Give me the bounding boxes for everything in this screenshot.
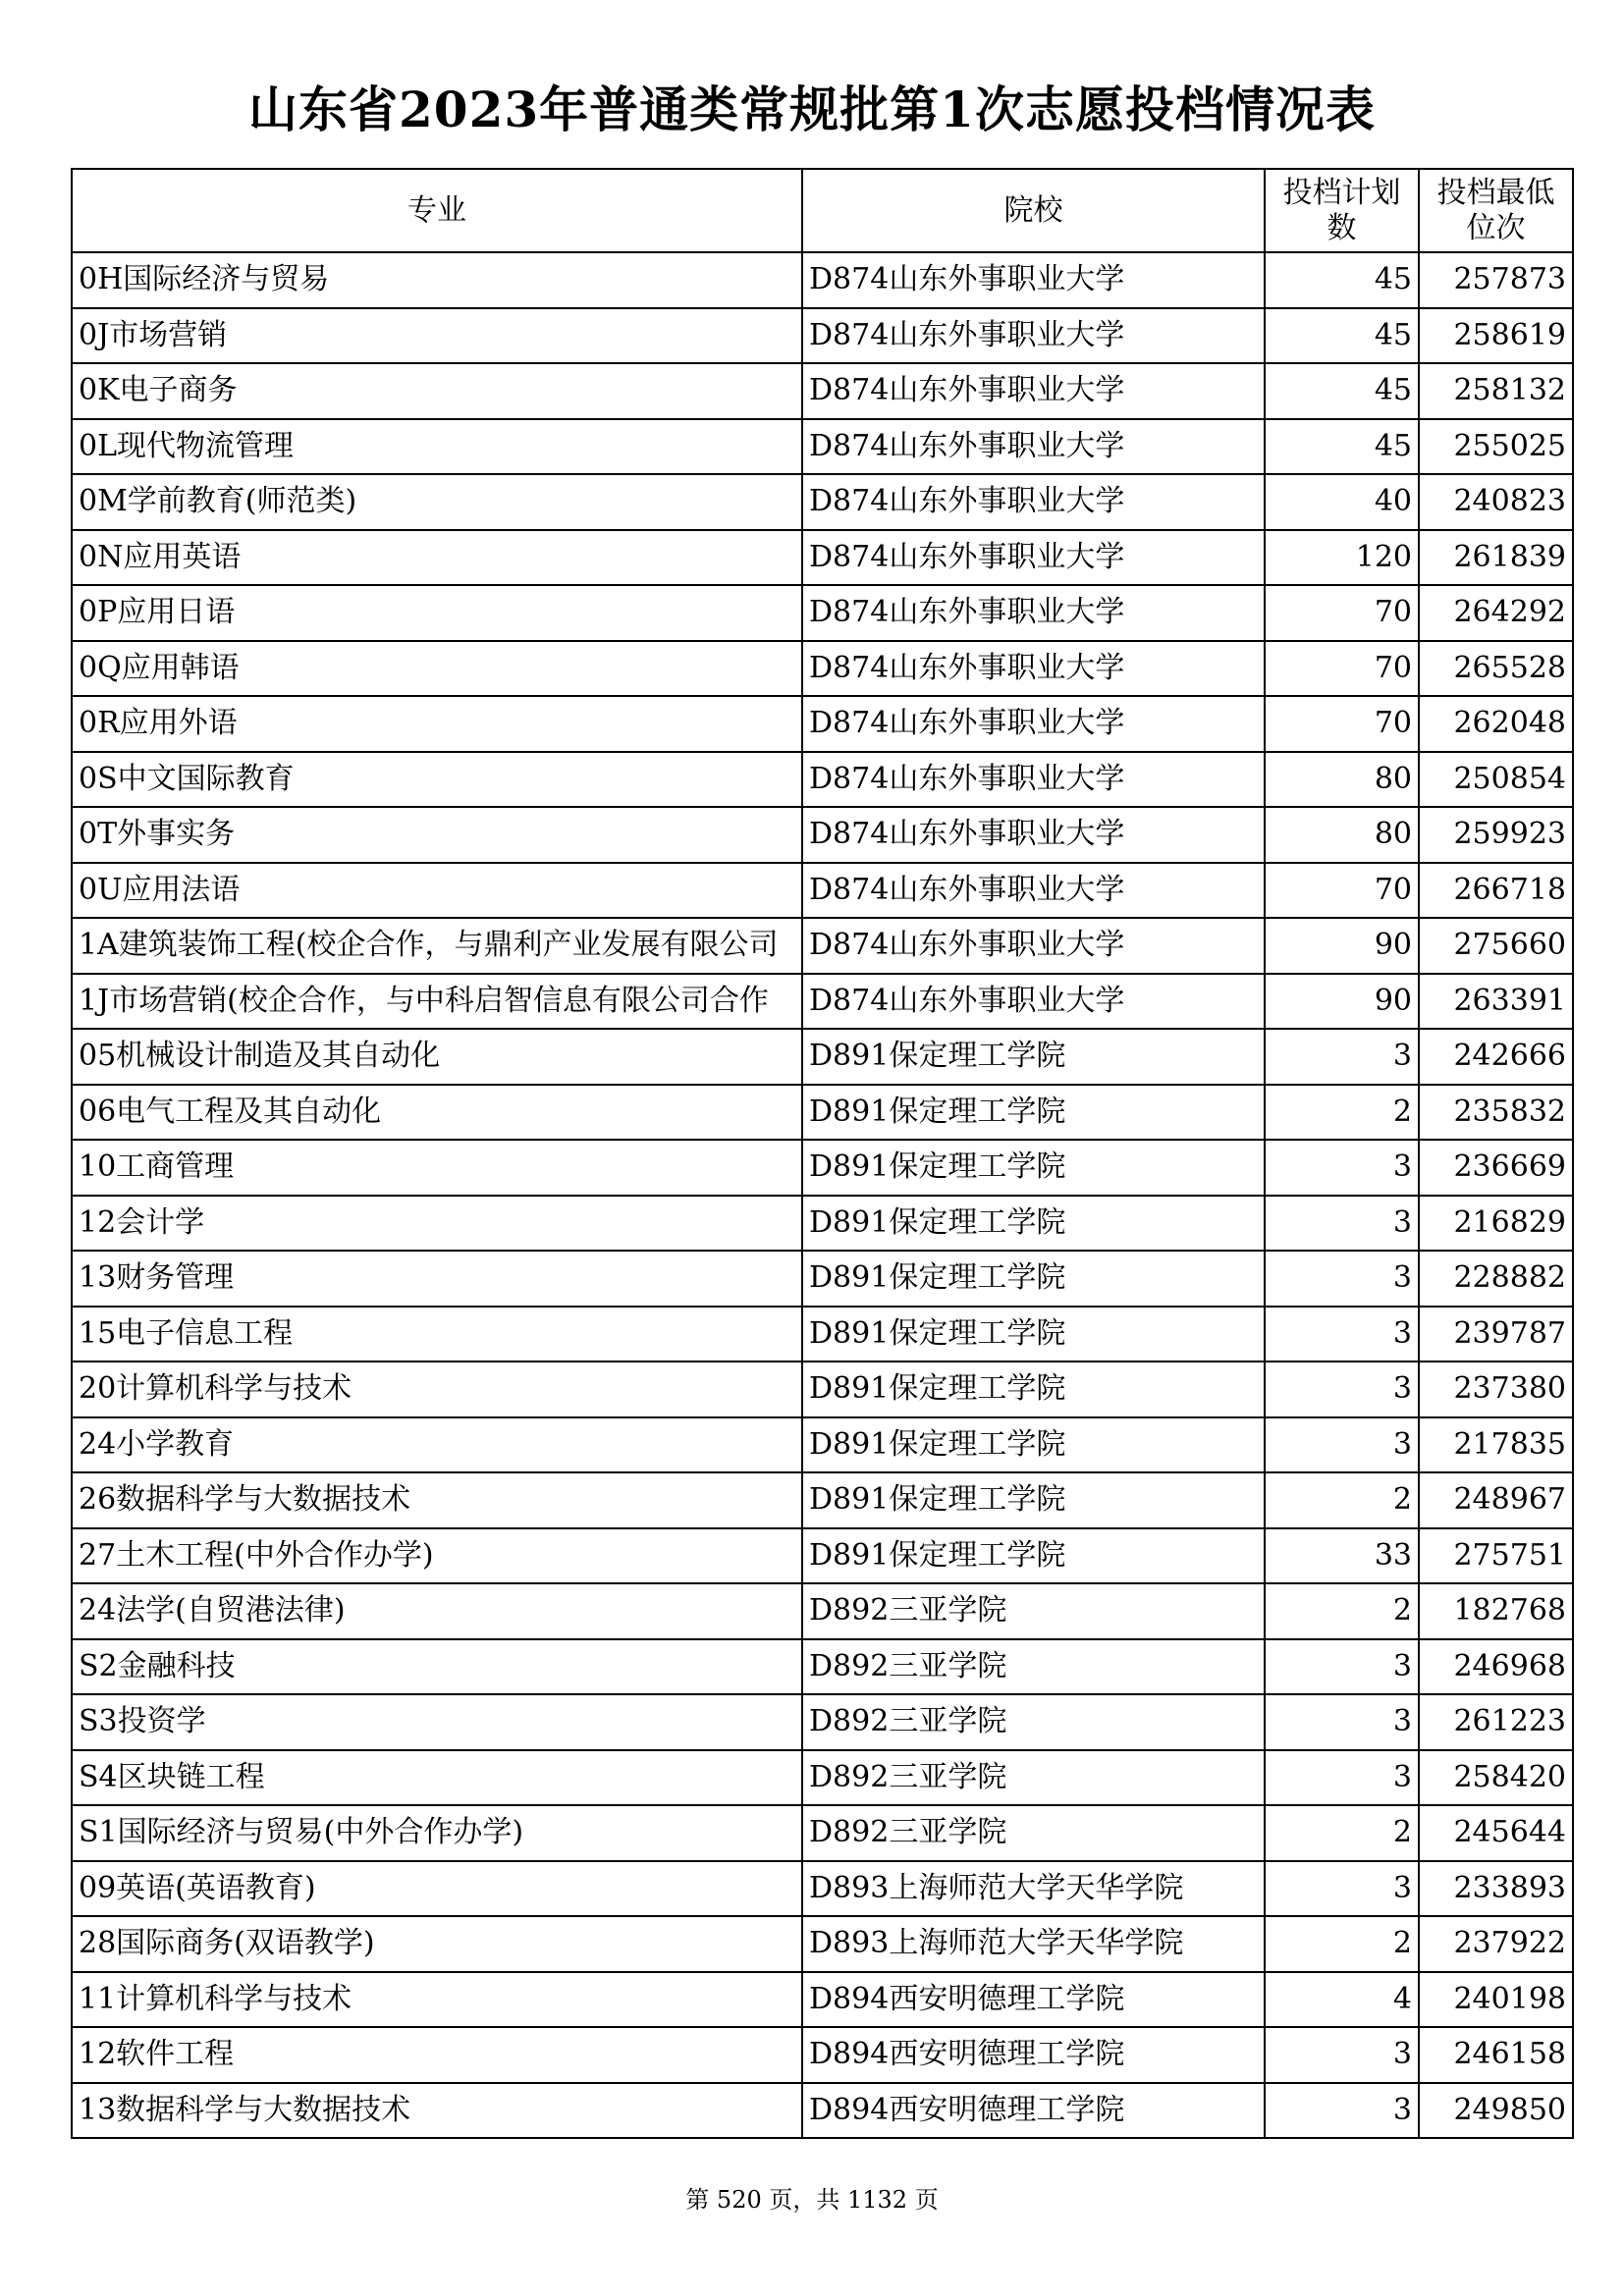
rank-cell: 258619 xyxy=(1419,308,1573,364)
table-row xyxy=(72,1639,1573,1695)
header-school: 院校 xyxy=(802,169,1265,252)
school-cell: D892三亚学院 xyxy=(802,1750,1265,1806)
rank-cell: 242666 xyxy=(1419,1029,1573,1085)
table-row xyxy=(72,585,1573,641)
major-cell: 0U应用法语 xyxy=(72,863,802,919)
school-cell: D891保定理工学院 xyxy=(802,1417,1265,1473)
table-row xyxy=(72,1307,1573,1362)
school-cell: D894西安明德理工学院 xyxy=(802,2027,1265,2083)
school-cell: D874山东外事职业大学 xyxy=(802,863,1265,919)
school-cell: D891保定理工学院 xyxy=(802,1140,1265,1196)
rank-cell: 249850 xyxy=(1419,2083,1573,2139)
plan-cell: 80 xyxy=(1265,752,1419,808)
rank-cell: 261839 xyxy=(1419,530,1573,586)
major-cell: 05机械设计制造及其自动化 xyxy=(72,1029,802,1085)
rank-cell: 250854 xyxy=(1419,752,1573,808)
major-cell: 28国际商务(双语教学) xyxy=(72,1916,802,1972)
table-row xyxy=(72,1251,1573,1307)
plan-cell: 3 xyxy=(1265,1861,1419,1917)
plan-cell: 3 xyxy=(1265,1196,1419,1252)
rank-cell: 235832 xyxy=(1419,1085,1573,1141)
plan-cell: 45 xyxy=(1265,363,1419,419)
table-row xyxy=(72,252,1573,308)
rank-cell: 258132 xyxy=(1419,363,1573,419)
table-row xyxy=(72,752,1573,808)
table-row xyxy=(72,1861,1573,1917)
rank-cell: 266718 xyxy=(1419,863,1573,919)
school-cell: D891保定理工学院 xyxy=(802,1472,1265,1528)
table-row xyxy=(72,1583,1573,1639)
plan-cell: 3 xyxy=(1265,1694,1419,1750)
major-cell: 20计算机科学与技术 xyxy=(72,1362,802,1417)
plan-cell: 3 xyxy=(1265,1750,1419,1806)
school-cell: D891保定理工学院 xyxy=(802,1196,1265,1252)
table-row xyxy=(72,1750,1573,1806)
rank-cell: 265528 xyxy=(1419,641,1573,697)
page-title: 山东省2023年普通类常规批第1次志愿投档情况表 xyxy=(248,80,1376,138)
rank-cell: 263391 xyxy=(1419,974,1573,1030)
table-row xyxy=(72,1528,1573,1584)
plan-cell: 3 xyxy=(1265,1140,1419,1196)
rank-cell: 182768 xyxy=(1419,1583,1573,1639)
table-row xyxy=(72,1805,1573,1861)
table-row xyxy=(72,863,1573,919)
table-row xyxy=(72,1417,1573,1473)
plan-cell: 3 xyxy=(1265,1307,1419,1362)
plan-cell: 45 xyxy=(1265,252,1419,308)
major-cell: 24小学教育 xyxy=(72,1417,802,1473)
table-row xyxy=(72,308,1573,364)
plan-cell: 2 xyxy=(1265,1916,1419,1972)
school-cell: D891保定理工学院 xyxy=(802,1029,1265,1085)
rank-cell: 228882 xyxy=(1419,1251,1573,1307)
rank-cell: 248967 xyxy=(1419,1472,1573,1528)
table-row xyxy=(72,1029,1573,1085)
plan-cell: 3 xyxy=(1265,1362,1419,1417)
table-row xyxy=(72,1916,1573,1972)
rank-cell: 246968 xyxy=(1419,1639,1573,1695)
school-cell: D892三亚学院 xyxy=(802,1694,1265,1750)
rank-cell: 261223 xyxy=(1419,1694,1573,1750)
major-cell: 0H国际经济与贸易 xyxy=(72,252,802,308)
table-body xyxy=(72,252,1573,2138)
rank-cell: 257873 xyxy=(1419,252,1573,308)
major-cell: 0J市场营销 xyxy=(72,308,802,364)
plan-cell: 4 xyxy=(1265,1972,1419,2028)
major-cell: 10工商管理 xyxy=(72,1140,802,1196)
major-cell: 12软件工程 xyxy=(72,2027,802,2083)
table-row xyxy=(72,2027,1573,2083)
school-cell: D874山东外事职业大学 xyxy=(802,752,1265,808)
major-cell: S3投资学 xyxy=(72,1694,802,1750)
header-rank: 投档最低位次 xyxy=(1419,169,1573,252)
plan-cell: 33 xyxy=(1265,1528,1419,1584)
rank-cell: 236669 xyxy=(1419,1140,1573,1196)
major-cell: 09英语(英语教育) xyxy=(72,1861,802,1917)
school-cell: D894西安明德理工学院 xyxy=(802,1972,1265,2028)
school-cell: D874山东外事职业大学 xyxy=(802,419,1265,475)
school-cell: D874山东外事职业大学 xyxy=(802,918,1265,974)
school-cell: D874山东外事职业大学 xyxy=(802,807,1265,863)
table-row xyxy=(72,1694,1573,1750)
rank-cell: 240823 xyxy=(1419,474,1573,530)
school-cell: D891保定理工学院 xyxy=(802,1307,1265,1362)
table-row xyxy=(72,1140,1573,1196)
rank-cell: 245644 xyxy=(1419,1805,1573,1861)
major-cell: 0P应用日语 xyxy=(72,585,802,641)
school-cell: D891保定理工学院 xyxy=(802,1085,1265,1141)
school-cell: D891保定理工学院 xyxy=(802,1528,1265,1584)
school-cell: D874山东外事职业大学 xyxy=(802,363,1265,419)
table-row xyxy=(72,474,1573,530)
rank-cell: 259923 xyxy=(1419,807,1573,863)
plan-cell: 70 xyxy=(1265,863,1419,919)
school-cell: D892三亚学院 xyxy=(802,1583,1265,1639)
admission-table xyxy=(71,168,1574,2139)
plan-cell: 45 xyxy=(1265,419,1419,475)
major-cell: 0K电子商务 xyxy=(72,363,802,419)
page-footer: 第 520 页，共 1132 页 xyxy=(685,2186,939,2214)
school-cell: D874山东外事职业大学 xyxy=(802,308,1265,364)
school-cell: D874山东外事职业大学 xyxy=(802,252,1265,308)
header-major: 专业 xyxy=(72,169,802,252)
rank-cell: 233893 xyxy=(1419,1861,1573,1917)
major-cell: S2金融科技 xyxy=(72,1639,802,1695)
major-cell: S1国际经济与贸易(中外合作办学) xyxy=(72,1805,802,1861)
major-cell: 24法学(自贸港法律) xyxy=(72,1583,802,1639)
school-cell: D874山东外事职业大学 xyxy=(802,530,1265,586)
plan-cell: 3 xyxy=(1265,2027,1419,2083)
major-cell: 0R应用外语 xyxy=(72,696,802,752)
table-row xyxy=(72,696,1573,752)
rank-cell: 237922 xyxy=(1419,1916,1573,1972)
table-row xyxy=(72,1472,1573,1528)
major-cell: 11计算机科学与技术 xyxy=(72,1972,802,2028)
plan-cell: 80 xyxy=(1265,807,1419,863)
plan-cell: 70 xyxy=(1265,585,1419,641)
rank-cell: 217835 xyxy=(1419,1417,1573,1473)
major-cell: 12会计学 xyxy=(72,1196,802,1252)
plan-cell: 90 xyxy=(1265,974,1419,1030)
rank-cell: 216829 xyxy=(1419,1196,1573,1252)
plan-cell: 70 xyxy=(1265,696,1419,752)
major-cell: 27土木工程(中外合作办学) xyxy=(72,1528,802,1584)
plan-cell: 2 xyxy=(1265,1472,1419,1528)
table-row xyxy=(72,974,1573,1030)
rank-cell: 258420 xyxy=(1419,1750,1573,1806)
plan-cell: 2 xyxy=(1265,1085,1419,1141)
school-cell: D891保定理工学院 xyxy=(802,1251,1265,1307)
school-cell: D891保定理工学院 xyxy=(802,1362,1265,1417)
table-row xyxy=(72,1196,1573,1252)
plan-cell: 3 xyxy=(1265,1029,1419,1085)
table-row xyxy=(72,363,1573,419)
major-cell: 0T外事实务 xyxy=(72,807,802,863)
school-cell: D874山东外事职业大学 xyxy=(802,641,1265,697)
major-cell: 1A建筑装饰工程(校企合作，与鼎利产业发展有限公司 xyxy=(72,918,802,974)
major-cell: 15电子信息工程 xyxy=(72,1307,802,1362)
table-row xyxy=(72,1972,1573,2028)
school-cell: D893上海师范大学天华学院 xyxy=(802,1916,1265,1972)
major-cell: 0L现代物流管理 xyxy=(72,419,802,475)
rank-cell: 237380 xyxy=(1419,1362,1573,1417)
table-header-row xyxy=(72,169,1573,252)
school-cell: D894西安明德理工学院 xyxy=(802,2083,1265,2139)
rank-cell: 264292 xyxy=(1419,585,1573,641)
major-cell: 13财务管理 xyxy=(72,1251,802,1307)
major-cell: 1J市场营销(校企合作，与中科启智信息有限公司合作 xyxy=(72,974,802,1030)
school-cell: D892三亚学院 xyxy=(802,1639,1265,1695)
plan-cell: 3 xyxy=(1265,1251,1419,1307)
rank-cell: 239787 xyxy=(1419,1307,1573,1362)
table-row xyxy=(72,641,1573,697)
rank-cell: 275751 xyxy=(1419,1528,1573,1584)
major-cell: S4区块链工程 xyxy=(72,1750,802,1806)
major-cell: 0S中文国际教育 xyxy=(72,752,802,808)
table-row xyxy=(72,807,1573,863)
table-row xyxy=(72,1085,1573,1141)
table-row xyxy=(72,530,1573,586)
rank-cell: 255025 xyxy=(1419,419,1573,475)
rank-cell: 262048 xyxy=(1419,696,1573,752)
plan-cell: 40 xyxy=(1265,474,1419,530)
header-plan: 投档计划数 xyxy=(1265,169,1419,252)
school-cell: D874山东外事职业大学 xyxy=(802,474,1265,530)
plan-cell: 2 xyxy=(1265,1583,1419,1639)
school-cell: D874山东外事职业大学 xyxy=(802,585,1265,641)
school-cell: D893上海师范大学天华学院 xyxy=(802,1861,1265,1917)
plan-cell: 2 xyxy=(1265,1805,1419,1861)
plan-cell: 120 xyxy=(1265,530,1419,586)
table-row xyxy=(72,2083,1573,2139)
rank-cell: 240198 xyxy=(1419,1972,1573,2028)
plan-cell: 70 xyxy=(1265,641,1419,697)
major-cell: 0N应用英语 xyxy=(72,530,802,586)
rank-cell: 275660 xyxy=(1419,918,1573,974)
table-row xyxy=(72,419,1573,475)
major-cell: 26数据科学与大数据技术 xyxy=(72,1472,802,1528)
school-cell: D892三亚学院 xyxy=(802,1805,1265,1861)
school-cell: D874山东外事职业大学 xyxy=(802,696,1265,752)
plan-cell: 90 xyxy=(1265,918,1419,974)
major-cell: 0M学前教育(师范类) xyxy=(72,474,802,530)
table-row xyxy=(72,918,1573,974)
plan-cell: 3 xyxy=(1265,1417,1419,1473)
major-cell: 0Q应用韩语 xyxy=(72,641,802,697)
plan-cell: 3 xyxy=(1265,1639,1419,1695)
plan-cell: 45 xyxy=(1265,308,1419,364)
table-row xyxy=(72,1362,1573,1417)
major-cell: 13数据科学与大数据技术 xyxy=(72,2083,802,2139)
major-cell: 06电气工程及其自动化 xyxy=(72,1085,802,1141)
rank-cell: 246158 xyxy=(1419,2027,1573,2083)
plan-cell: 3 xyxy=(1265,2083,1419,2139)
school-cell: D874山东外事职业大学 xyxy=(802,974,1265,1030)
